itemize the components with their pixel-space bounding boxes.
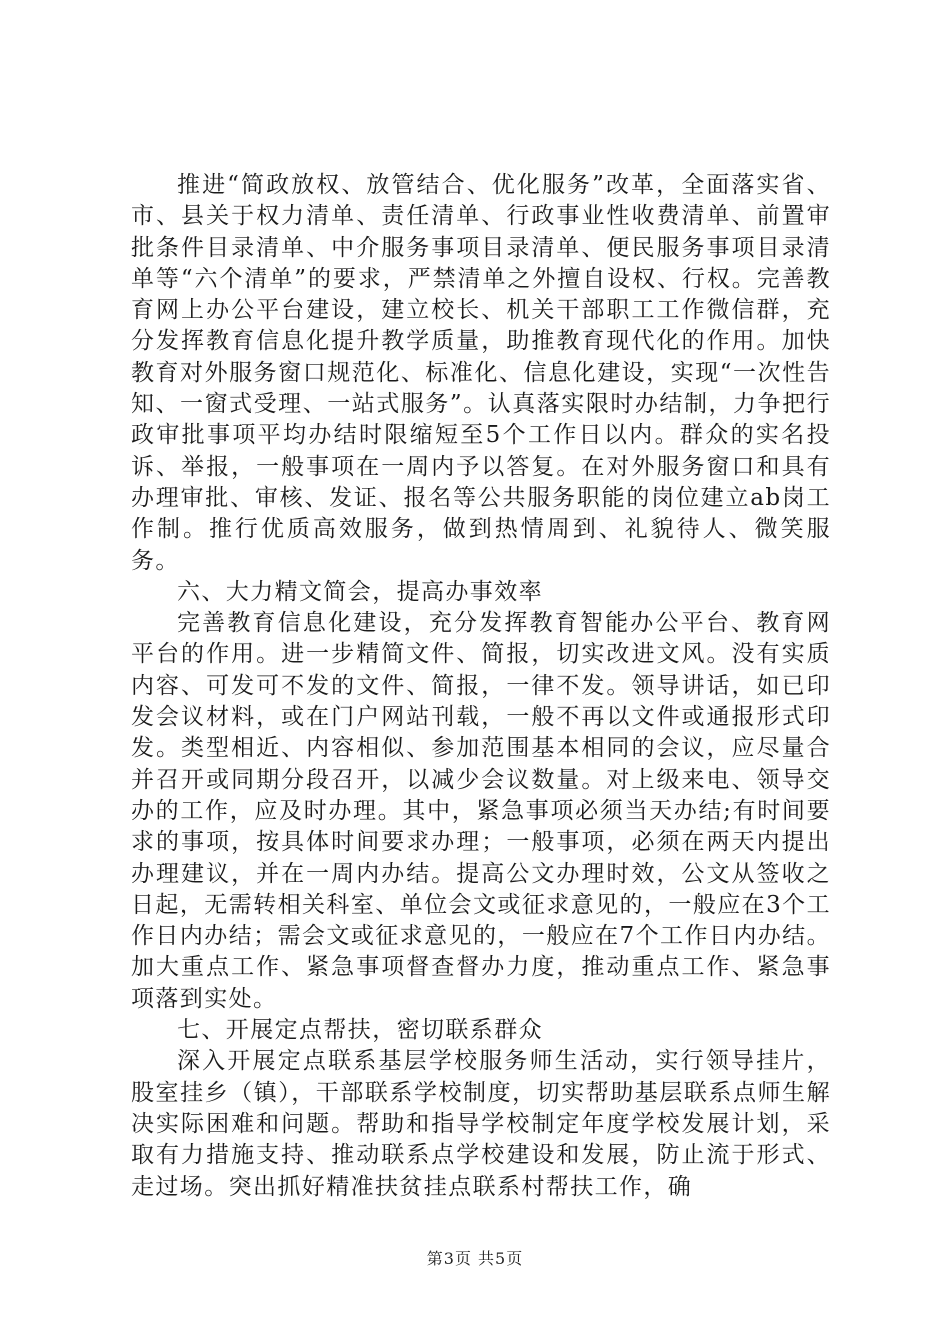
page-number-footer: 第3页 共5页 <box>426 1249 524 1268</box>
section-heading: 六、大力精文简会，提高办事效率 <box>177 578 543 605</box>
document-body <box>131 170 831 1203</box>
body-paragraph: 完善教育信息化建设，充分发挥教育智能办公平台、教育网平台的作用。进一步精简文件、简报，切实改进文风。没有实质内容、可发可不发的文件、简报，一律不发。领导讲话，如已印发会议材料，或在门户网站刊载，一般不再以文件或通报形式印发。类型相近、内容相似、参加范围基本相同的会议，应尽量合并召开或同期分段召开，以减少会议数量。对上级来电、领导交办的工作，应及时办理。其中，紧急事项必须当天办结;有时间要求的事项，按具体时间要求办理；一般事项，必须在两天内提出办理建议，并在一周内办结。提高公文办理时效，公文从签收之日起，无需转相关科室、单位会文或征求意见的，一般应在3个工作日内办结；需会文或征求意见的，一般应在7个工作日内办结。加大重点工作、紧急事项督查督办力度，推动重点工作、紧急事项落到实处。 <box>131 610 831 1012</box>
body-paragraph: 推进“简政放权、放管结合、优化服务”改革，全面落实省、市、县关于权力清单、责任清单、行政事业性收费清单、前置审批条件目录清单、中介服务事项目录清单、便民服务事项目录清单等“六个清单”的要求，严禁清单之外擅自设权、行权。完善教育网上办公平台建设，建立校长、机关干部职工工作微信群，充分发挥教育信息化提升教学质量，助推教育现代化的作用。加快教育对外服务窗口规范化、标准化、信息化建设，实现“一次性告知、一窗式受理、一站式服务”。认真落实限时办结制，力争把行政审批事项平均办结时限缩短至5个工作日以内。群众的实名投诉、举报，一般事项在一周内予以答复。在对外服务窗口和具有办理审批、审核、发证、报名等公共服务职能的岗位建立ab岗工作制。推行优质高效服务，做到热情周到、礼貌待人、微笑服务。 <box>131 172 831 574</box>
body-paragraph: 深入开展定点联系基层学校服务师生活动，实行领导挂片，股室挂乡（镇），干部联系学校制度，切实帮助基层联系点师生解决实际困难和问题。帮助和指导学校制定年度学校发展计划，采取有力措施支持、推动联系点学校建设和发展，防止流于形式、走过场。突出抓好精准扶贫挂点联系村帮扶工作，确 <box>131 1048 831 1200</box>
section-heading: 七、开展定点帮扶，密切联系群众 <box>177 1017 543 1044</box>
